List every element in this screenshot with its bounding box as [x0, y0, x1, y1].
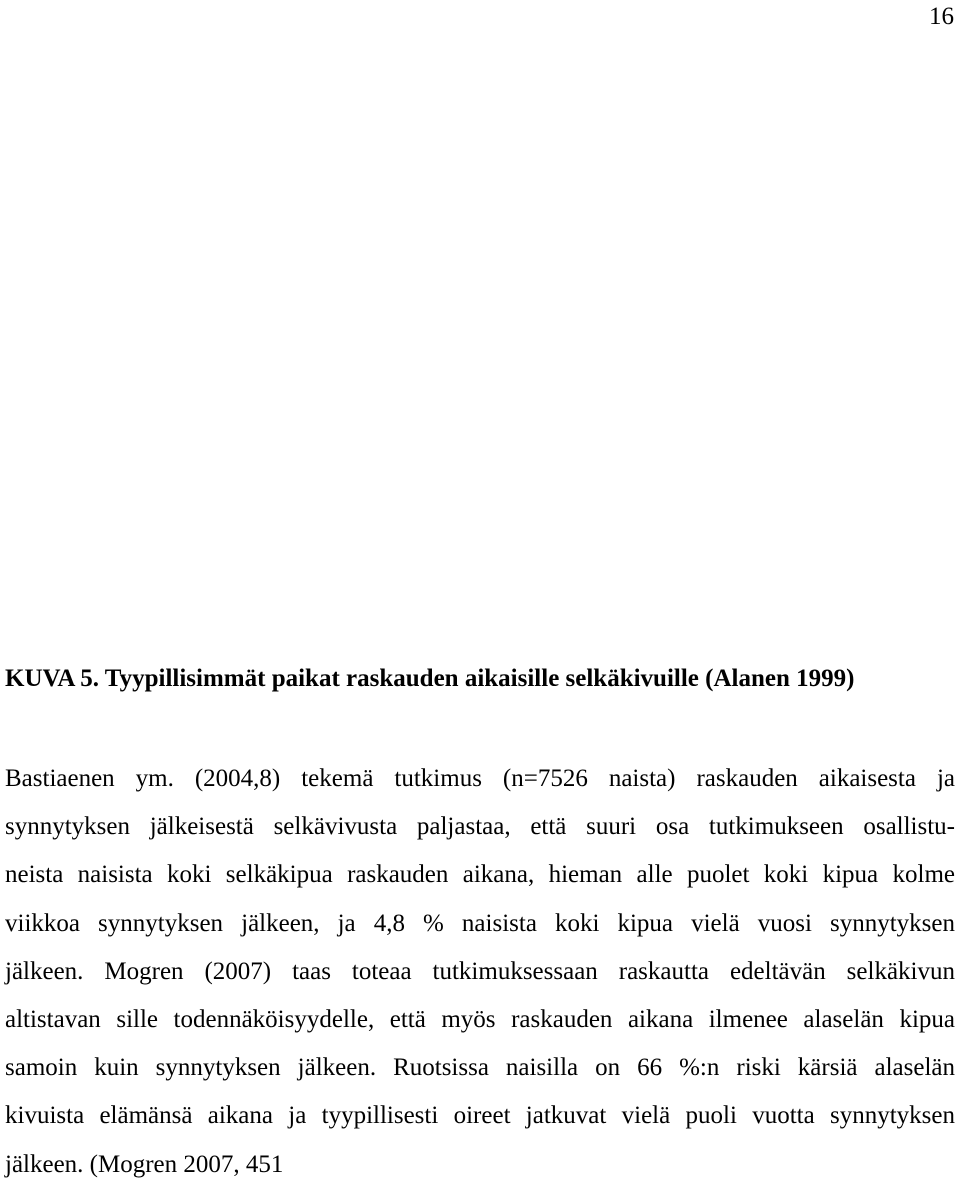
paragraph-line: kivuista elämänsä aikana ja tyypillisesti oireet jatkuvat vielä puoli vuotta synnytyksen — [5, 1102, 955, 1130]
paragraph-line: Bastiaenen ym. (2004,8) tekemä tutkimus (n=7526 naista) raskauden aikaisesta ja — [5, 765, 955, 792]
body-paragraph — [5, 762, 955, 1196]
paragraph-line: altistavan sille todennäköisyydelle, että myös raskauden aikana ilmenee alaselän kipua — [5, 1005, 955, 1033]
paragraph-line: samoin kuin synnytyksen jälkeen. Ruotsissa naisilla on 66 %:n riski kärsiä alaselän — [5, 1054, 955, 1082]
paragraph-line: synnytyksen jälkeisestä selkävivusta paljastaa, että suuri osa tutkimukseen osallistu- — [5, 813, 955, 841]
page-number: 16 — [929, 3, 954, 30]
paragraph-line: viikkoa synnytyksen jälkeen, ja 4,8 % naisista koki kipua vielä vuosi synnytyksen — [5, 909, 955, 937]
figure-caption: KUVA 5. Tyypillisimmät paikat raskauden aikaisille selkäkivuille (Alanen 1999) — [5, 665, 855, 692]
paragraph-line: jälkeen. (Mogren 2007, 451 — [5, 1150, 284, 1178]
paragraph-line: neista naisista koki selkäkipua raskauden aikana, hieman alle puolet koki kipua kolme — [5, 861, 955, 889]
paragraph-line: jälkeen. Mogren (2007) taas toteaa tutkimuksessaan raskautta edeltävän selkäkivun — [5, 957, 955, 985]
